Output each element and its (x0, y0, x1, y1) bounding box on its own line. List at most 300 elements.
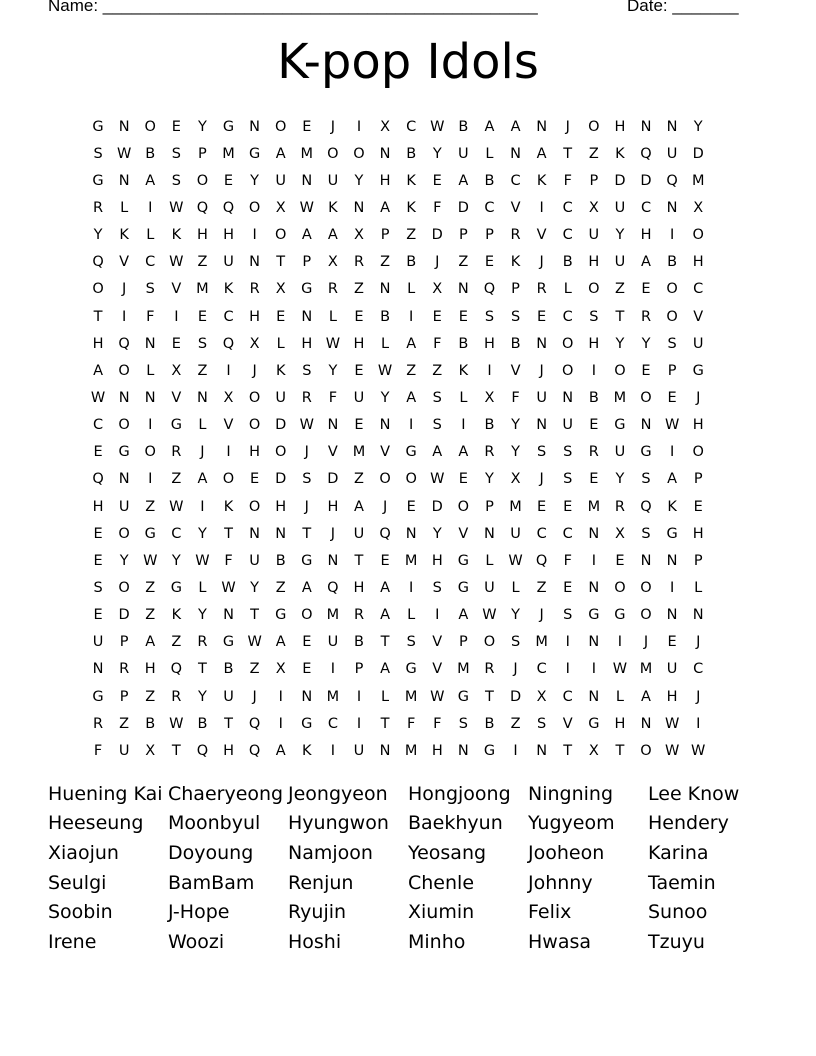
grid-letter[interactable]: S (667, 335, 677, 352)
grid-letter[interactable]: Q (92, 254, 104, 271)
grid-letter[interactable]: L (381, 688, 390, 705)
grid-letter[interactable]: N (301, 308, 313, 325)
grid-letter[interactable]: W (612, 661, 628, 678)
grid-letter[interactable]: G (301, 552, 313, 569)
grid-letter[interactable]: G (692, 362, 704, 379)
grid-letter[interactable]: L (459, 389, 468, 406)
grid-letter[interactable]: O (301, 607, 313, 624)
grid-letter[interactable]: J (539, 471, 544, 488)
grid-letter[interactable]: G (588, 607, 600, 624)
grid-letter[interactable]: A (458, 444, 469, 461)
grid-letter[interactable]: P (485, 498, 494, 515)
grid-letter[interactable]: G (405, 661, 417, 678)
grid-letter[interactable]: S (302, 362, 312, 379)
grid-letter[interactable]: O (118, 417, 130, 434)
grid-letter[interactable]: Y (511, 417, 520, 434)
grid-letter[interactable]: W (691, 742, 706, 759)
grid-letter[interactable]: B (562, 254, 573, 271)
grid-letter[interactable]: S (93, 579, 103, 596)
grid-letter[interactable]: W (169, 254, 184, 271)
grid-letter[interactable]: M (196, 281, 209, 298)
grid-letter[interactable]: A (432, 444, 443, 461)
grid-letter[interactable]: I (278, 688, 283, 705)
grid-letter[interactable]: V (562, 715, 573, 732)
grid-letter[interactable]: A (301, 227, 312, 244)
grid-letter[interactable]: N (118, 471, 130, 488)
grid-letter[interactable]: F (433, 199, 442, 216)
grid-letter[interactable]: E (276, 308, 286, 325)
grid-letter[interactable]: A (380, 661, 391, 678)
grid-letter[interactable]: R (249, 281, 260, 298)
grid-letter[interactable]: W (169, 199, 184, 216)
grid-letter[interactable]: U (92, 634, 104, 651)
grid-letter[interactable]: D (275, 471, 287, 488)
grid-letter[interactable]: E (354, 417, 364, 434)
grid-letter[interactable]: G (222, 118, 235, 135)
grid-letter[interactable]: Q (222, 199, 235, 216)
grid-letter[interactable]: N (379, 281, 391, 298)
grid-letter[interactable]: O (640, 742, 652, 759)
grid-letter[interactable]: N (405, 525, 417, 542)
grid-letter[interactable]: H (666, 688, 678, 705)
grid-letter[interactable]: J (382, 498, 388, 515)
grid-letter[interactable]: N (353, 199, 365, 216)
grid-letter[interactable]: S (171, 145, 181, 162)
grid-letter[interactable]: C (92, 417, 104, 434)
grid-letter[interactable]: D (640, 172, 652, 189)
grid-letter[interactable]: W (664, 417, 680, 434)
grid-letter[interactable]: I (226, 444, 231, 461)
grid-letter[interactable]: G (118, 444, 130, 461)
grid-letter[interactable]: T (615, 742, 625, 759)
grid-letter[interactable]: L (694, 579, 703, 596)
grid-letter[interactable]: A (145, 634, 156, 651)
grid-letter[interactable]: I (200, 498, 205, 515)
grid-letter[interactable]: B (223, 661, 234, 678)
grid-letter[interactable]: E (589, 471, 599, 488)
grid-letter[interactable]: U (692, 335, 704, 352)
grid-letter[interactable]: I (226, 362, 231, 379)
grid-letter[interactable]: Y (511, 607, 520, 624)
grid-letter[interactable]: F (563, 552, 572, 569)
grid-letter[interactable]: M (587, 498, 601, 515)
grid-letter[interactable]: N (588, 579, 600, 596)
grid-letter[interactable]: Y (615, 471, 625, 488)
grid-letter[interactable]: O (562, 362, 574, 379)
grid-letter[interactable]: C (562, 688, 573, 705)
grid-letter[interactable]: X (693, 199, 704, 216)
grid-letter[interactable]: N (666, 552, 678, 569)
grid-letter[interactable]: U (614, 199, 626, 216)
grid-letter[interactable]: N (144, 335, 156, 352)
grid-letter[interactable]: E (537, 308, 547, 325)
grid-letter[interactable]: W (430, 118, 445, 135)
grid-letter[interactable]: R (197, 634, 208, 651)
grid-letter[interactable]: T (380, 634, 390, 651)
grid-letter[interactable]: J (696, 634, 701, 651)
grid-letter[interactable]: G (666, 525, 678, 542)
grid-letter[interactable]: O (562, 335, 574, 352)
grid-letter[interactable]: T (93, 308, 103, 325)
grid-letter[interactable]: S (537, 444, 547, 461)
grid-letter[interactable]: E (667, 634, 677, 651)
grid-letter[interactable]: E (693, 498, 703, 515)
grid-letter[interactable]: I (565, 661, 570, 678)
grid-letter[interactable]: A (380, 579, 391, 596)
grid-letter[interactable]: I (435, 607, 440, 624)
grid-letter[interactable]: D (457, 199, 469, 216)
grid-letter[interactable]: I (174, 308, 179, 325)
grid-letter[interactable]: F (433, 715, 442, 732)
grid-letter[interactable]: N (327, 417, 339, 434)
grid-letter[interactable]: S (432, 389, 442, 406)
grid-letter[interactable]: I (122, 308, 127, 325)
grid-letter[interactable]: G (144, 525, 156, 542)
grid-letter[interactable]: Z (171, 471, 182, 488)
grid-letter[interactable]: N (144, 389, 156, 406)
grid-letter[interactable]: A (145, 172, 156, 189)
grid-letter[interactable]: G (301, 715, 313, 732)
grid-letter[interactable]: W (325, 335, 341, 352)
grid-letter[interactable]: I (148, 199, 153, 216)
grid-letter[interactable]: Y (197, 607, 207, 624)
grid-letter[interactable]: T (276, 254, 286, 271)
grid-letter[interactable]: J (304, 498, 309, 515)
grid-letter[interactable]: Y (615, 227, 625, 244)
grid-letter[interactable]: I (487, 362, 492, 379)
grid-letter[interactable]: I (591, 552, 596, 569)
grid-letter[interactable]: J (696, 389, 701, 406)
grid-letter[interactable]: M (535, 634, 548, 651)
grid-letter[interactable]: Y (641, 335, 651, 352)
grid-letter[interactable]: O (692, 444, 704, 461)
grid-letter[interactable]: C (562, 308, 573, 325)
grid-letter[interactable]: Z (249, 661, 260, 678)
grid-letter[interactable]: O (640, 607, 652, 624)
grid-letter[interactable]: U (223, 254, 234, 271)
grid-letter[interactable]: Q (248, 715, 261, 732)
grid-letter[interactable]: E (302, 661, 312, 678)
grid-letter[interactable]: F (224, 552, 233, 569)
grid-letter[interactable]: Q (170, 661, 183, 678)
grid-letter[interactable]: X (223, 389, 234, 406)
grid-letter[interactable]: O (666, 308, 678, 325)
grid-letter[interactable]: U (614, 254, 626, 271)
grid-letter[interactable]: I (278, 715, 283, 732)
grid-letter[interactable]: Z (275, 579, 286, 596)
grid-letter[interactable]: N (327, 552, 339, 569)
grid-letter[interactable]: L (146, 362, 155, 379)
grid-letter[interactable]: O (92, 281, 104, 298)
grid-letter[interactable]: V (327, 444, 338, 461)
grid-letter[interactable]: O (144, 444, 156, 461)
grid-letter[interactable]: Y (693, 118, 703, 135)
grid-letter[interactable]: Q (640, 498, 652, 515)
grid-letter[interactable]: G (92, 688, 104, 705)
grid-letter[interactable]: M (404, 552, 418, 569)
grid-letter[interactable]: U (484, 579, 495, 596)
grid-letter[interactable]: Z (145, 579, 156, 596)
grid-letter[interactable]: R (119, 661, 130, 678)
grid-letter[interactable]: N (588, 688, 600, 705)
grid-letter[interactable]: Q (379, 525, 391, 542)
grid-letter[interactable]: P (589, 172, 599, 189)
grid-letter[interactable]: N (249, 254, 261, 271)
grid-letter[interactable]: A (458, 607, 469, 624)
grid-letter[interactable]: J (513, 661, 518, 678)
grid-letter[interactable]: R (484, 444, 495, 461)
grid-letter[interactable]: I (148, 417, 153, 434)
grid-letter[interactable]: A (275, 634, 286, 651)
grid-letter[interactable]: E (641, 281, 651, 298)
grid-letter[interactable]: O (118, 525, 130, 542)
grid-letter[interactable]: N (536, 335, 548, 352)
grid-letter[interactable]: S (302, 471, 312, 488)
grid-letter[interactable]: V (536, 227, 547, 244)
grid-letter[interactable]: J (200, 444, 205, 461)
grid-letter[interactable]: C (510, 172, 521, 189)
grid-letter[interactable]: E (93, 607, 103, 624)
grid-letter[interactable]: G (588, 715, 600, 732)
grid-letter[interactable]: J (330, 525, 336, 542)
grid-letter[interactable]: P (354, 661, 364, 678)
grid-letter[interactable]: I (696, 715, 701, 732)
grid-letter[interactable]: U (327, 634, 339, 651)
grid-letter[interactable]: W (508, 552, 523, 569)
grid-letter[interactable]: H (223, 227, 234, 244)
grid-letter[interactable]: Y (615, 335, 625, 352)
grid-letter[interactable]: C (693, 661, 704, 678)
grid-letter[interactable]: E (354, 308, 364, 325)
grid-letter[interactable]: I (356, 688, 362, 705)
grid-letter[interactable]: L (485, 552, 494, 569)
grid-letter[interactable]: W (169, 715, 184, 732)
grid-letter[interactable]: U (118, 742, 130, 759)
grid-letter[interactable]: O (118, 362, 130, 379)
grid-letter[interactable]: S (510, 634, 521, 651)
grid-letter[interactable]: U (118, 498, 130, 515)
grid-letter[interactable]: J (252, 362, 257, 379)
grid-letter[interactable]: P (485, 227, 494, 244)
grid-letter[interactable]: O (640, 579, 652, 596)
grid-letter[interactable]: Y (197, 525, 207, 542)
grid-letter[interactable]: G (301, 281, 313, 298)
grid-letter[interactable]: C (145, 254, 156, 271)
grid-letter[interactable]: E (171, 335, 181, 352)
grid-letter[interactable]: T (224, 525, 233, 542)
grid-letter[interactable]: P (198, 145, 207, 162)
grid-letter[interactable]: B (197, 715, 208, 732)
grid-letter[interactable]: X (484, 389, 495, 406)
grid-letter[interactable]: O (483, 634, 496, 651)
grid-letter[interactable]: A (406, 335, 417, 352)
grid-letter[interactable]: W (116, 145, 132, 162)
grid-letter[interactable]: C (536, 661, 547, 678)
grid-letter[interactable]: E (93, 444, 103, 461)
grid-letter[interactable]: K (171, 227, 182, 244)
grid-letter[interactable]: V (458, 525, 469, 542)
grid-letter[interactable]: T (563, 145, 573, 162)
grid-letter[interactable]: N (510, 145, 521, 162)
grid-letter[interactable]: G (92, 172, 104, 189)
grid-letter[interactable]: U (249, 552, 260, 569)
grid-letter[interactable]: B (406, 254, 417, 271)
grid-letter[interactable]: H (614, 715, 626, 732)
grid-letter[interactable]: I (330, 661, 336, 678)
grid-letter[interactable]: H (196, 227, 208, 244)
grid-letter[interactable]: S (589, 308, 599, 325)
grid-letter[interactable]: N (640, 552, 652, 569)
grid-letter[interactable]: H (692, 417, 704, 434)
grid-letter[interactable]: N (666, 199, 678, 216)
grid-letter[interactable]: Q (327, 579, 339, 596)
grid-letter[interactable]: Y (328, 362, 338, 379)
grid-letter[interactable]: Y (432, 145, 442, 162)
grid-letter[interactable]: N (92, 661, 104, 678)
grid-letter[interactable]: E (458, 471, 468, 488)
grid-letter[interactable]: E (93, 525, 103, 542)
grid-letter[interactable]: J (643, 634, 649, 651)
grid-letter[interactable]: I (356, 118, 362, 135)
grid-letter[interactable]: A (93, 362, 103, 379)
grid-letter[interactable]: O (248, 199, 261, 216)
grid-letter[interactable]: G (457, 688, 469, 705)
grid-letter[interactable]: J (539, 607, 544, 624)
grid-letter[interactable]: C (484, 199, 495, 216)
grid-letter[interactable]: M (613, 389, 627, 406)
grid-letter[interactable]: I (252, 227, 257, 244)
grid-letter[interactable]: E (406, 498, 416, 515)
grid-letter[interactable]: O (614, 579, 626, 596)
grid-letter[interactable]: K (171, 607, 182, 624)
grid-letter[interactable]: G (275, 607, 287, 624)
grid-letter[interactable]: D (118, 607, 130, 624)
grid-letter[interactable]: W (664, 715, 680, 732)
grid-letter[interactable]: H (327, 498, 339, 515)
grid-letter[interactable]: E (667, 389, 677, 406)
grid-letter[interactable]: S (641, 471, 651, 488)
grid-letter[interactable]: R (93, 199, 104, 216)
grid-letter[interactable]: P (667, 362, 677, 379)
grid-letter[interactable]: N (640, 715, 652, 732)
grid-letter[interactable]: Y (93, 227, 103, 244)
grid-letter[interactable]: O (274, 444, 287, 461)
grid-letter[interactable]: O (248, 417, 261, 434)
grid-letter[interactable]: L (485, 145, 494, 162)
grid-letter[interactable]: Q (118, 335, 130, 352)
grid-letter[interactable]: G (170, 579, 182, 596)
grid-letter[interactable]: X (510, 471, 521, 488)
grid-letter[interactable]: T (354, 552, 364, 569)
grid-letter[interactable]: Y (197, 688, 207, 705)
grid-letter[interactable]: V (380, 444, 391, 461)
grid-letter[interactable]: X (327, 254, 338, 271)
grid-letter[interactable]: K (458, 362, 469, 379)
grid-letter[interactable]: A (327, 227, 338, 244)
grid-letter[interactable]: O (118, 579, 130, 596)
grid-letter[interactable]: X (354, 227, 364, 244)
grid-letter[interactable]: O (196, 172, 209, 189)
grid-letter[interactable]: Z (145, 688, 156, 705)
grid-letter[interactable]: H (640, 227, 652, 244)
grid-letter[interactable]: C (640, 199, 652, 216)
grid-letter[interactable]: L (276, 335, 285, 352)
grid-letter[interactable]: W (664, 742, 680, 759)
grid-letter[interactable]: M (509, 498, 522, 515)
grid-letter[interactable]: G (248, 145, 261, 162)
grid-letter[interactable]: R (614, 498, 625, 515)
grid-letter[interactable]: U (614, 444, 626, 461)
grid-letter[interactable]: A (536, 145, 547, 162)
grid-letter[interactable]: H (379, 172, 391, 189)
name-field-line[interactable]: Name: ______________________________________________ (48, 0, 538, 15)
grid-letter[interactable]: Z (171, 634, 182, 651)
grid-letter[interactable]: S (458, 715, 468, 732)
grid-letter[interactable]: C (562, 227, 573, 244)
grid-letter[interactable]: H (223, 742, 234, 759)
grid-letter[interactable]: Y (250, 172, 260, 189)
grid-letter[interactable]: V (171, 389, 182, 406)
grid-letter[interactable]: F (146, 308, 155, 325)
grid-letter[interactable]: R (510, 227, 521, 244)
grid-letter[interactable]: B (380, 308, 391, 325)
grid-letter[interactable]: I (148, 471, 153, 488)
grid-letter[interactable]: H (353, 579, 365, 596)
grid-letter[interactable]: B (484, 715, 495, 732)
grid-letter[interactable]: N (536, 742, 548, 759)
grid-letter[interactable]: E (589, 417, 599, 434)
grid-letter[interactable]: A (641, 688, 651, 705)
grid-letter[interactable]: X (275, 661, 286, 678)
grid-letter[interactable]: O (666, 281, 678, 298)
grid-letter[interactable]: N (588, 634, 600, 651)
grid-letter[interactable]: N (301, 688, 313, 705)
grid-letter[interactable]: H (588, 335, 600, 352)
grid-letter[interactable]: P (511, 281, 520, 298)
grid-letter[interactable]: F (563, 172, 572, 189)
grid-letter[interactable]: I (669, 579, 675, 596)
grid-letter[interactable]: U (666, 661, 678, 678)
grid-letter[interactable]: N (640, 417, 652, 434)
grid-letter[interactable]: K (667, 498, 677, 515)
grid-letter[interactable]: R (353, 254, 365, 271)
grid-letter[interactable]: Z (145, 498, 156, 515)
grid-letter[interactable]: H (431, 742, 443, 759)
grid-letter[interactable]: O (692, 227, 704, 244)
grid-letter[interactable]: W (143, 552, 158, 569)
grid-letter[interactable]: L (563, 281, 572, 298)
grid-letter[interactable]: A (458, 172, 469, 189)
grid-letter[interactable]: R (171, 688, 182, 705)
grid-letter[interactable]: C (562, 199, 573, 216)
grid-letter[interactable]: A (667, 471, 678, 488)
grid-letter[interactable]: V (432, 661, 443, 678)
grid-letter[interactable]: S (197, 335, 208, 352)
grid-letter[interactable]: C (406, 118, 417, 135)
grid-letter[interactable]: N (196, 389, 208, 406)
grid-letter[interactable]: E (171, 118, 181, 135)
grid-letter[interactable]: M (457, 661, 470, 678)
grid-letter[interactable]: H (692, 254, 704, 271)
grid-letter[interactable]: J (539, 362, 544, 379)
grid-letter[interactable]: T (302, 525, 312, 542)
grid-letter[interactable]: B (145, 715, 156, 732)
grid-letter[interactable]: V (432, 634, 443, 651)
grid-letter[interactable]: E (93, 552, 103, 569)
grid-letter[interactable]: S (432, 417, 442, 434)
grid-letter[interactable]: Q (92, 471, 104, 488)
grid-letter[interactable]: V (510, 199, 521, 216)
